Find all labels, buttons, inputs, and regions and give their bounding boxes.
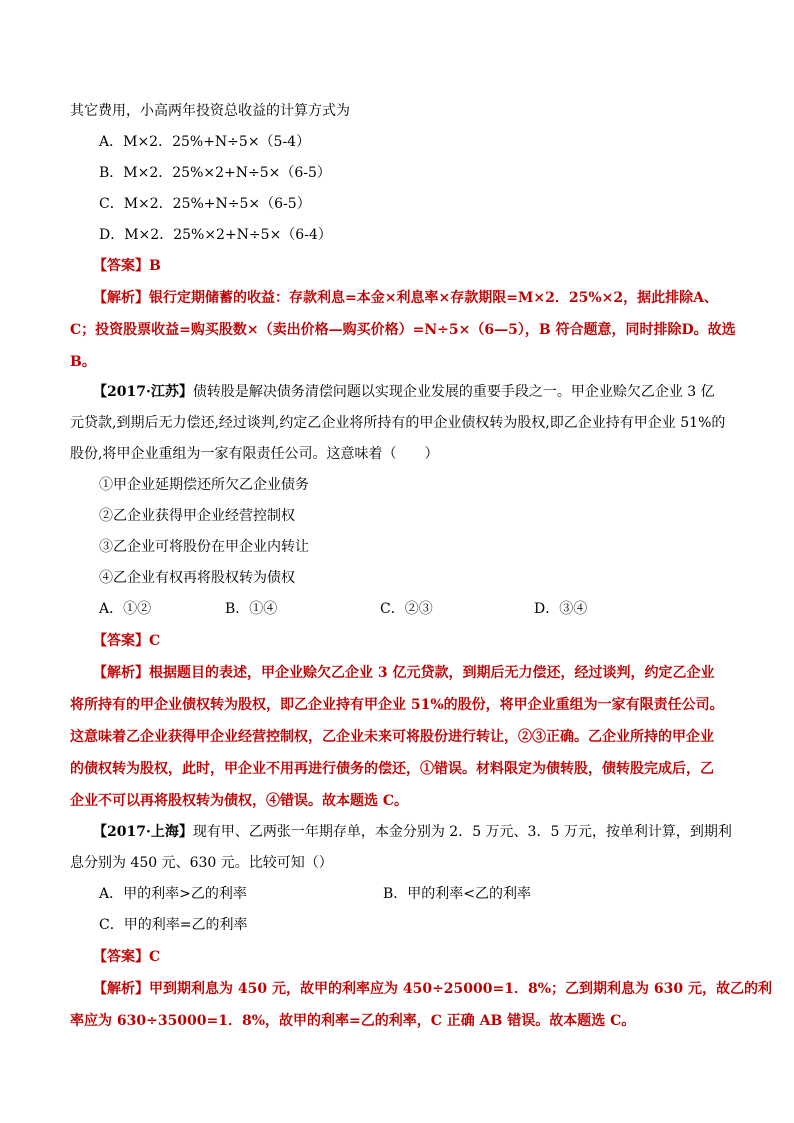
- q2-stem-line-2: 元贷款,到期后无力偿还,经过谈判,约定乙企业将所持有的甲企业债权转为股权,即乙企业持有甲企业 51%的: [70, 415, 726, 431]
- q1-analysis-line-1: 【解析】银行定期储蓄的收益：存款利息=本金×利息率×存款期限=M×2．25%×2，据此排除A、: [93, 290, 719, 306]
- analysis-tag: 【解析】: [93, 981, 149, 997]
- q2-analysis-line-5: 企业不可以再将股权转为债权，④错误。故本题选 C。: [70, 793, 409, 809]
- q2-analysis-line-3: 这意味着乙企业获得甲企业经营控制权，乙企业未来可将股份进行转让，②③正确。乙企业所持的甲企业: [70, 729, 714, 745]
- q1-option-a: A．M×2．25%+N÷5×（5-4）: [99, 134, 311, 150]
- q2-option-a: A．①②: [99, 601, 152, 617]
- q2-analysis-line-1: 【解析】根据题目的表述，甲企业赊欠乙企业 3 亿元贷款，到期后无力偿还，经过谈判，约定乙企业: [93, 665, 715, 681]
- q2-option-d: D．③④: [534, 601, 588, 617]
- q1-option-c: C．M×2．25%+N÷5×（6-5）: [99, 196, 311, 212]
- q2-item-2: ②乙企业获得甲企业经营控制权: [99, 508, 295, 524]
- answer-value: B: [149, 258, 161, 274]
- q3-stem-line-2: 息分别为 450 元、630 元。比较可知（）: [70, 855, 333, 871]
- q3-stem-line-1: 【2017·上海】现有甲、乙两张一年期存单，本金分别为 2．5 万元、3．5 万元，按单利计算，到期利: [93, 824, 732, 840]
- q1-analysis-line-3: B。: [70, 354, 96, 370]
- q3-option-a: A．甲的利率>乙的利率: [99, 886, 247, 902]
- q3-source-tag: 【2017·上海】: [93, 824, 193, 840]
- q1-stem: 其它费用，小高两年投资总收益的计算方式为: [70, 103, 350, 119]
- answer-tag: 【答案】: [93, 949, 149, 965]
- q2-option-c: C．②③: [380, 601, 433, 617]
- q2-source-tag: 【2017·江苏】: [93, 384, 193, 400]
- q2-stem-line-3: 股份,将甲企业重组为一家有限责任公司。这意味着（ ）: [70, 446, 439, 462]
- q2-stem-line-1: 【2017·江苏】债转股是解决债务清偿问题以实现企业发展的重要手段之一。甲企业赊欠乙企业 3 亿: [93, 384, 715, 400]
- q2-analysis-line-4: 的债权转为股权，此时，甲企业不用再进行债务的偿还，①错误。材料限定为债转股，债转股完成后，乙: [70, 761, 714, 777]
- q3-option-b: B．甲的利率<乙的利率: [383, 886, 532, 902]
- answer-tag: 【答案】: [93, 258, 149, 274]
- q3-answer: [93, 947, 160, 967]
- q3-option-c: C．甲的利率=乙的利率: [99, 917, 248, 933]
- answer-tag: 【答案】: [93, 633, 149, 649]
- answer-value: C: [149, 633, 161, 649]
- q2-item-3: ③乙企业可将股份在甲企业内转让: [99, 539, 309, 555]
- answer-value: C: [149, 949, 161, 965]
- analysis-tag: 【解析】: [93, 290, 149, 306]
- q3-analysis-line-1: 【解析】甲到期利息为 450 元，故甲的利率应为 450÷25000=1．8%；乙到期利息为 630 元，故乙的利: [93, 981, 772, 997]
- analysis-tag: 【解析】: [93, 665, 149, 681]
- q2-analysis-line-2: 将所持有的甲企业债权转为股权，即乙企业持有甲企业 51%的股份，将甲企业重组为一家有限责任公司。: [70, 697, 724, 713]
- q2-option-b: B．①④: [225, 601, 278, 617]
- q1-answer: [93, 256, 161, 276]
- q1-option-d: D．M×2．25%×2+N÷5×（6-4）: [99, 227, 332, 243]
- q1-analysis-line-2: C；投资股票收益=购买股数×（卖出价格—购买价格）=N÷5×（6—5），B 符合题意，同时排除D。故选: [70, 322, 736, 338]
- q1-option-b: B．M×2．25%×2+N÷5×（6-5）: [99, 165, 331, 181]
- q2-item-4: ④乙企业有权再将股权转为债权: [99, 570, 295, 586]
- q3-analysis-line-2: 率应为 630÷35000=1．8%，故甲的利率=乙的利率，C 正确 AB 错误。故本题选 C。: [70, 1013, 636, 1029]
- q2-item-1: ①甲企业延期偿还所欠乙企业债务: [99, 477, 309, 493]
- q2-answer: [93, 631, 160, 651]
